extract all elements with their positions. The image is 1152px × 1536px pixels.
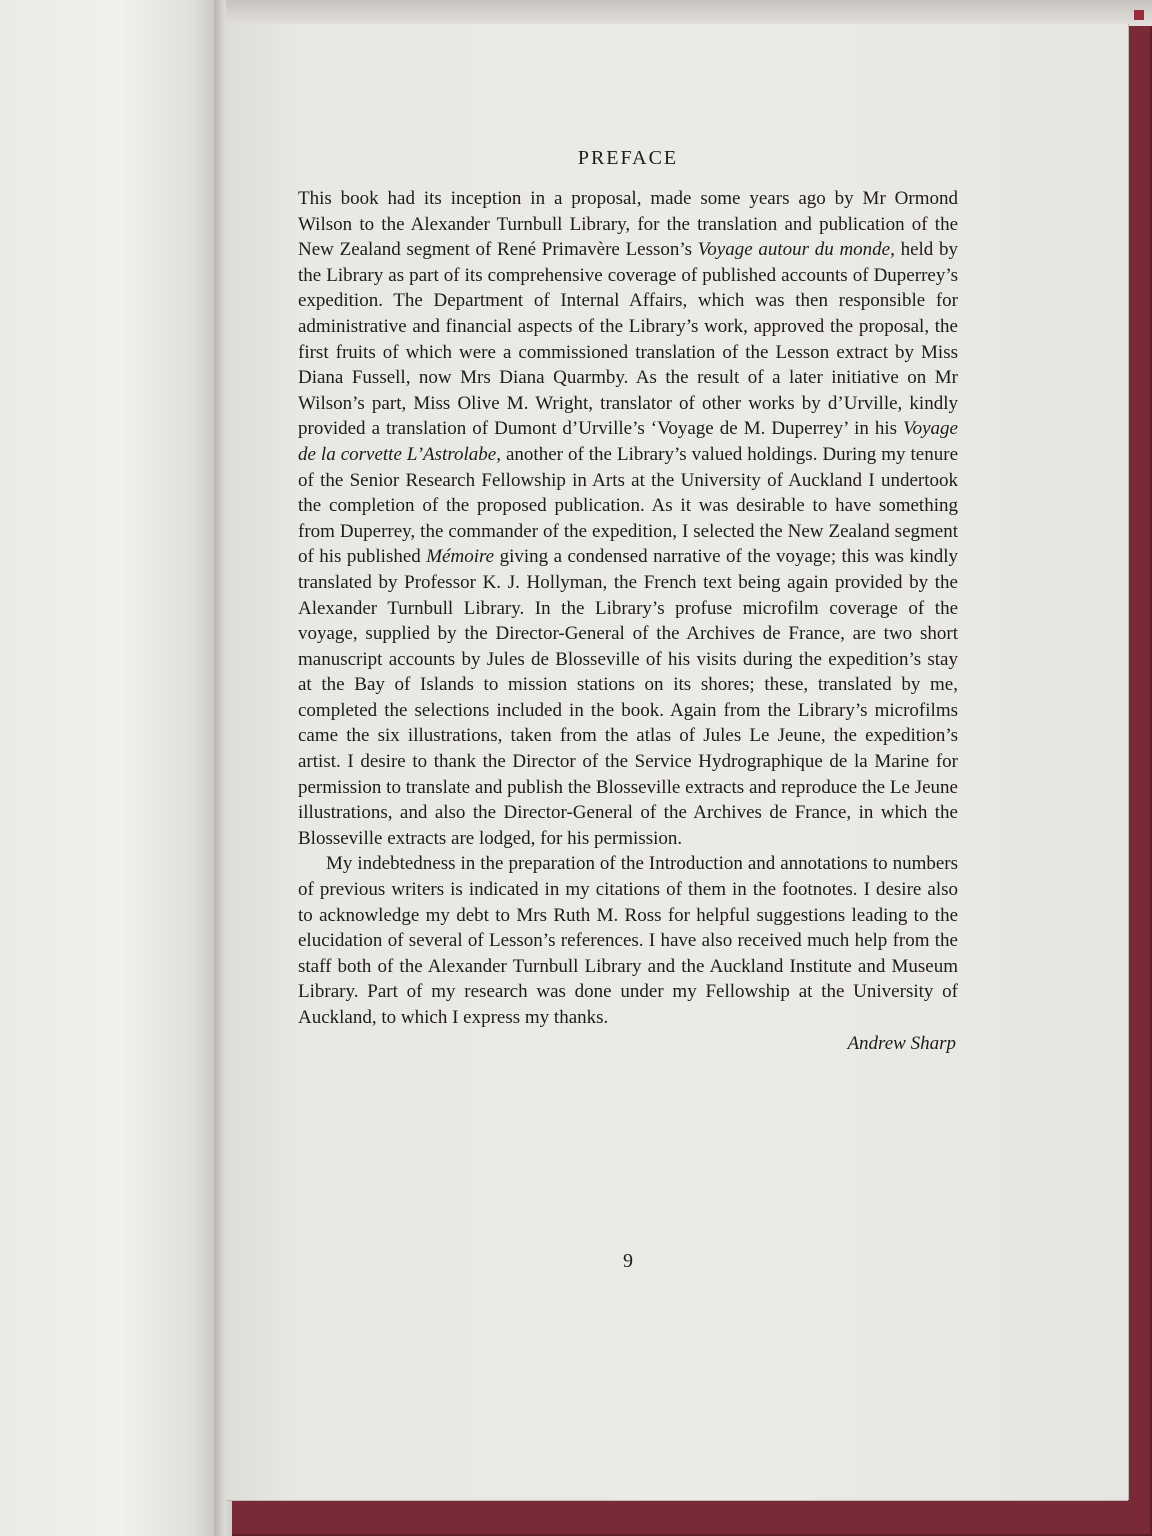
preface-paragraph: [298, 851, 958, 1030]
left-blank-page: [0, 0, 218, 1536]
preface-paragraph: [298, 186, 958, 851]
italic-title-text: Mémoire: [426, 546, 495, 568]
preface-text-block: [298, 144, 958, 1057]
page-top-edge: [226, 0, 1152, 26]
page-title: PREFACE: [577, 147, 679, 169]
paragraph-text: This book had its inception in a proposal, made some years ago by Mr Ormond Wilson to the Alexander Turnbull Library, for the translation and publication of the New Zealand segment of René Primavère Lesson’s: [298, 188, 958, 261]
italic-title-text: Voyage autour du monde,: [697, 239, 895, 261]
author-signature: Andrew Sharp: [847, 1032, 956, 1054]
preface-body: [298, 186, 958, 1031]
cover-corner-mark: [1134, 10, 1144, 20]
page-number: 9: [623, 1250, 633, 1272]
paragraph-text: giving a condensed narrative of the voyage; this was kindly translated by Professor K. J. Hollyman, the French text being again provided by the Alexander Turnbull Library. In the Library’s profuse microfilm coverage of the voyage, supplied by the Director-General of the Archives de France, are two short manuscript accounts by Jules de Blosseville of his visits during the expedition’s stay at the Bay of Islands to mission stations on its shores; these, translated by me, completed the selections included in the book. Again from the Library’s microfilms came the six illustrations, taken from the atlas of Jules Le Jeune, the expedition’s artist. I desire to thank the Director of the Service Hydrographique de la Marine for permission to translate and publish the Blosseville extracts and reproduce the Le Jeune illustrations, and also the Director-General of the Archives de France, in which the Blosseville extracts are lodged, for his permission.: [298, 546, 959, 849]
italic-title-text: Voyage de la corvette L’Astrolabe,: [298, 418, 958, 465]
paragraph-text: another of the Library’s valued holdings. During my tenure of the Senior Research Fellowship in Arts at the University of Auckland I undertook the completion of the proposed publication. As it was desirable to have something from Duperrey, the commander of the expedition, I selected the New Zealand segment of his published: [298, 443, 958, 568]
paragraph-text: My indebtedness in the preparation of the Introduction and annotations to numbers of previous writers is indicated in my citations of them in the footnotes. I desire also to acknowledge my debt to Mrs Ruth M. Ross for helpful suggestions leading to the elucidation of several of Lesson’s references. I have also received much help from the staff both of the Alexander Turnbull Library and the Auckland Institute and Museum Library. Part of my research was done under my Fellowship at the University of Auckland, to which I express my thanks.: [298, 853, 958, 1028]
paragraph-text: held by the Library as part of its comprehensive coverage of published accounts of Duperrey’s expedition. The Department of Internal Affairs, which was then responsible for administrative and financial aspects of the Library’s work, approved the proposal, the first fruits of which were a commissioned translation of the Lesson extract by Miss Diana Fussell, now Mrs Diana Quarmby. As the result of a later initiative on Mr Wilson’s part, Miss Olive M. Wright, translator of other works by d’Urville, kindly provided a translation of Dumont d’Urville’s ‘Voyage de M. Duperrey’ in his: [298, 239, 958, 440]
